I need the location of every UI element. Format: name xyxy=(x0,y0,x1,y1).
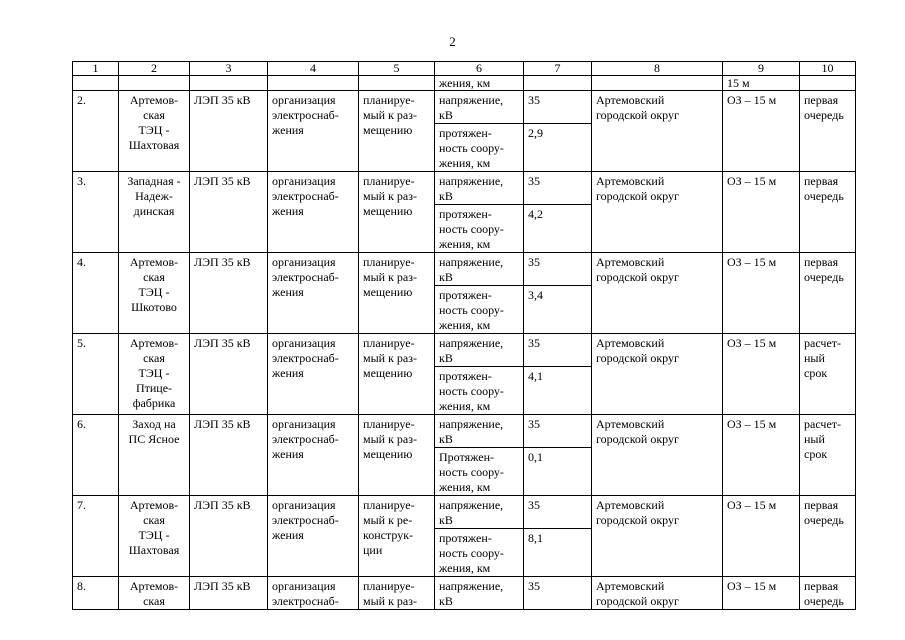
continuation-cell xyxy=(592,76,723,91)
data-table xyxy=(72,61,856,610)
object-type: ЛЭП 35 кВ xyxy=(190,253,268,334)
parameter-name: протяжен- ность соору- жения, км xyxy=(435,124,524,172)
continuation-cell xyxy=(800,76,856,91)
parameter-name: напряжение, кВ xyxy=(435,415,524,448)
parameter-name: напряжение, кВ xyxy=(435,577,524,610)
object-status: планируе- мый к раз- мещению xyxy=(359,334,435,415)
implementation-stage: первая очередь xyxy=(800,253,856,334)
parameter-value: 35 xyxy=(524,415,592,448)
parameter-value: 35 xyxy=(524,91,592,124)
object-status: планируе- мый к раз- мещению xyxy=(359,415,435,496)
object-purpose: организация электроснаб- xyxy=(268,577,359,610)
protection-zone: ОЗ – 15 м xyxy=(723,334,800,415)
object-purpose: организация электроснаб- жения xyxy=(268,496,359,577)
object-name: Заход на ПС Ясное xyxy=(119,415,190,496)
object-location: Артемовский городской округ xyxy=(592,496,723,577)
implementation-stage: первая очередь xyxy=(800,172,856,253)
implementation-stage: первая очередь xyxy=(800,91,856,172)
parameter-name: протяжен- ность соору- жения, км xyxy=(435,529,524,577)
parameter-name: протяжен- ность соору- жения, км xyxy=(435,205,524,253)
object-name: Артемов- ская ТЭЦ - Шахтовая xyxy=(119,496,190,577)
table-row xyxy=(73,91,856,124)
parameter-value: 4,2 xyxy=(524,205,592,253)
continuation-cell: 15 м xyxy=(723,76,800,91)
object-type: ЛЭП 35 кВ xyxy=(190,334,268,415)
column-number-header: 7 xyxy=(524,62,592,76)
object-type: ЛЭП 35 кВ xyxy=(190,577,268,610)
object-location: Артемовский городской округ xyxy=(592,253,723,334)
object-type: ЛЭП 35 кВ xyxy=(190,415,268,496)
object-purpose: организация электроснаб- жения xyxy=(268,91,359,172)
row-number: 7. xyxy=(73,496,119,577)
row-number: 5. xyxy=(73,334,119,415)
column-number-header: 4 xyxy=(268,62,359,76)
object-location: Артемовский городской округ xyxy=(592,577,723,610)
continuation-cell xyxy=(268,76,359,91)
object-status: планируе- мый к раз- мещению xyxy=(359,253,435,334)
parameter-name: напряжение, кВ xyxy=(435,91,524,124)
column-number-header: 9 xyxy=(723,62,800,76)
object-status: планируе- мый к раз- мещению xyxy=(359,91,435,172)
object-status: планируе- мый к раз- xyxy=(359,577,435,610)
continuation-cell xyxy=(524,76,592,91)
table-row xyxy=(73,334,856,367)
row-number: 6. xyxy=(73,415,119,496)
object-type: ЛЭП 35 кВ xyxy=(190,496,268,577)
implementation-stage: расчет- ный срок xyxy=(800,334,856,415)
parameter-value: 3,4 xyxy=(524,286,592,334)
table-row xyxy=(73,415,856,448)
parameter-value: 35 xyxy=(524,253,592,286)
object-status: планируе- мый к ре- конструк- ции xyxy=(359,496,435,577)
object-name: Западная - Надеж- динская xyxy=(119,172,190,253)
column-number-header: 3 xyxy=(190,62,268,76)
continuation-cell xyxy=(359,76,435,91)
object-location: Артемовский городской округ xyxy=(592,172,723,253)
row-number: 3. xyxy=(73,172,119,253)
object-name: Артемов- ская ТЭЦ - Шахтовая xyxy=(119,91,190,172)
protection-zone: ОЗ – 15 м xyxy=(723,577,800,610)
column-number-header: 5 xyxy=(359,62,435,76)
parameter-name: Протяжен- ность соору- жения, км xyxy=(435,448,524,496)
continuation-cell xyxy=(73,76,119,91)
protection-zone: ОЗ – 15 м xyxy=(723,415,800,496)
parameter-value: 4,1 xyxy=(524,367,592,415)
parameter-name: напряжение, кВ xyxy=(435,253,524,286)
object-name: Артемов- ская ТЭЦ - Шкотово xyxy=(119,253,190,334)
column-number-header: 6 xyxy=(435,62,524,76)
object-purpose: организация электроснаб- жения xyxy=(268,334,359,415)
parameter-value: 35 xyxy=(524,577,592,610)
continuation-cell xyxy=(119,76,190,91)
implementation-stage: расчет- ный срок xyxy=(800,415,856,496)
implementation-stage: первая очередь xyxy=(800,496,856,577)
column-number-header: 10 xyxy=(800,62,856,76)
object-type: ЛЭП 35 кВ xyxy=(190,91,268,172)
parameter-name: напряжение, кВ xyxy=(435,496,524,529)
continuation-cell xyxy=(190,76,268,91)
parameter-name: протяжен- ность соору- жения, км xyxy=(435,286,524,334)
column-number-header: 1 xyxy=(73,62,119,76)
row-number: 4. xyxy=(73,253,119,334)
parameter-value: 2,9 xyxy=(524,124,592,172)
protection-zone: ОЗ – 15 м xyxy=(723,253,800,334)
page-number: 2 xyxy=(449,34,456,49)
protection-zone: ОЗ – 15 м xyxy=(723,496,800,577)
protection-zone: ОЗ – 15 м xyxy=(723,172,800,253)
table-row xyxy=(73,496,856,529)
protection-zone: ОЗ – 15 м xyxy=(723,91,800,172)
object-status: планируе- мый к раз- мещению xyxy=(359,172,435,253)
continuation-cell: жения, км xyxy=(435,76,524,91)
object-location: Артемовский городской округ xyxy=(592,415,723,496)
header-row xyxy=(73,62,856,76)
object-name: Артемов- ская xyxy=(119,577,190,610)
object-name: Артемов- ская ТЭЦ - Птице- фабрика xyxy=(119,334,190,415)
row-number: 2. xyxy=(73,91,119,172)
object-location: Артемовский городской округ xyxy=(592,334,723,415)
row-number: 8. xyxy=(73,577,119,610)
parameter-name: напряжение, кВ xyxy=(435,172,524,205)
table-row xyxy=(73,253,856,286)
parameter-value: 35 xyxy=(524,172,592,205)
parameter-name: протяжен- ность соору- жения, км xyxy=(435,367,524,415)
parameter-value: 35 xyxy=(524,334,592,367)
object-purpose: организация электроснаб- жения xyxy=(268,415,359,496)
parameter-value: 35 xyxy=(524,496,592,529)
column-number-header: 2 xyxy=(119,62,190,76)
parameter-value: 8,1 xyxy=(524,529,592,577)
parameter-name: напряжение, кВ xyxy=(435,334,524,367)
column-number-header: 8 xyxy=(592,62,723,76)
object-type: ЛЭП 35 кВ xyxy=(190,172,268,253)
implementation-stage: первая очередь xyxy=(800,577,856,610)
object-purpose: организация электроснаб- жения xyxy=(268,253,359,334)
object-location: Артемовский городской округ xyxy=(592,91,723,172)
table-row xyxy=(73,172,856,205)
continuation-row xyxy=(73,76,856,91)
table-row xyxy=(73,577,856,610)
parameter-value: 0,1 xyxy=(524,448,592,496)
object-purpose: организация электроснаб- жения xyxy=(268,172,359,253)
